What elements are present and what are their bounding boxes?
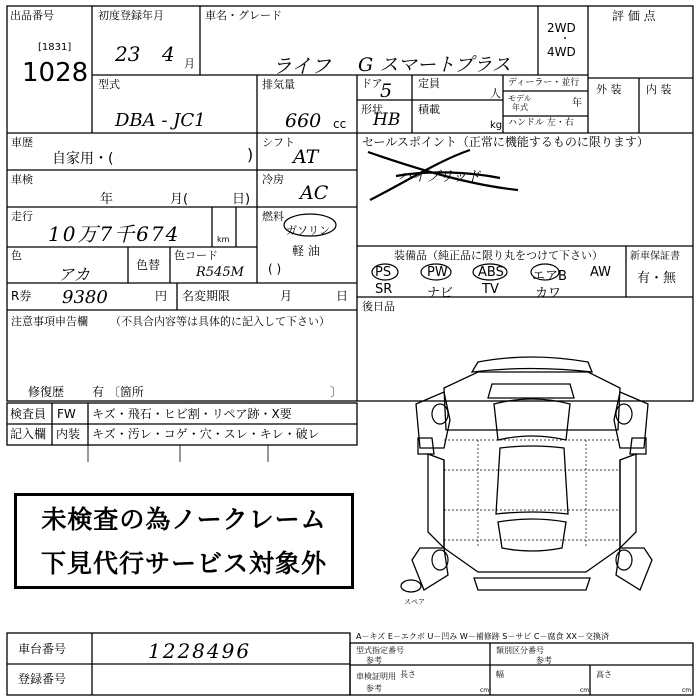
cert-label: 車検証明用 — [356, 672, 396, 681]
equip-pw: PW — [427, 265, 448, 280]
width-label: 幅 — [496, 670, 504, 679]
first-reg-month: 4 — [162, 42, 175, 66]
color-label: 色 — [11, 249, 22, 262]
fuel-gas: ガソリン — [286, 224, 330, 237]
insp-month: 月( — [170, 192, 189, 207]
diagram-dash-grid — [444, 440, 620, 548]
insp-day: 日) — [232, 192, 251, 207]
ref-label: 参考 — [366, 656, 382, 665]
fuel-diesel: 軽 油 — [292, 244, 320, 258]
notes-label: 注意事項申告欄 — [11, 315, 88, 328]
dealer-label: ディーラー・並行 — [508, 78, 580, 88]
car-diagram — [401, 357, 652, 592]
insp-year: 年 — [100, 192, 114, 207]
history-value: 自家用・( — [52, 151, 114, 167]
fuel-label: 燃料 — [262, 210, 284, 223]
later-items-label: 後日品 — [362, 300, 395, 313]
sales-label: セールスポイント（正常に機能するものに限ります） — [362, 135, 649, 149]
disp-label: 排気量 — [262, 78, 295, 91]
lot-label: 出品番号 — [10, 9, 54, 22]
equip-navi: ナビ — [427, 286, 454, 301]
first-reg-label: 初度登録年月 — [98, 9, 164, 22]
model-year-label: モデル — [508, 94, 532, 103]
interior-row-text: キズ・汚レ・コゲ・穴・スレ・キレ・破レ — [92, 427, 320, 441]
ac-label: 冷房 — [262, 173, 284, 186]
shift-label: シフト — [262, 136, 295, 149]
notes-hint: （不具合内容等は具体的に記入して下さい） — [110, 315, 330, 328]
doors-label: ドア — [361, 77, 383, 90]
fixed-spec-label: 型式指定番号 — [356, 646, 404, 655]
color-code-value: R545M — [196, 265, 244, 280]
interior-label: 内 装 — [646, 83, 672, 96]
handle-label: ハンドル 左・右 — [508, 118, 574, 128]
chassis-label: 車台番号 — [18, 642, 67, 656]
car-name: ライフ — [272, 54, 331, 78]
disp-value: 660 — [285, 110, 322, 132]
inspector-label: 検査員 — [10, 407, 47, 421]
sales-scribble: ハイブリッド — [398, 169, 481, 185]
repair-label: 修復歴 — [28, 385, 65, 399]
equip-tv: TV — [482, 282, 499, 297]
grade: G スマートプラス — [358, 54, 511, 76]
color-code-label: 色コード — [174, 249, 218, 262]
damage-legend: A－キズ E－エクボ U－凹み W－補修跡 S－サビ C－腐食 XX－交換済 — [356, 632, 610, 641]
lot-sub: [1831] — [38, 42, 72, 53]
repair-value: 有 〔箇所 — [92, 385, 144, 399]
equipment-circles — [372, 264, 559, 280]
history-close: ) — [247, 145, 254, 164]
equip-airbag: エアB — [532, 269, 567, 284]
drive-dot: ・ — [560, 34, 570, 45]
length-unit: cm — [480, 687, 490, 694]
chassis-value: 1228496 — [148, 639, 252, 663]
warranty-value: 有・無 — [637, 271, 677, 286]
new-warranty-label: 新車保証書 — [630, 251, 680, 262]
rken-label: R券 — [11, 289, 32, 303]
model-year-sub: 年式 — [512, 103, 528, 112]
equip-leather: カワ — [535, 286, 562, 301]
height-label: 高さ — [596, 670, 612, 679]
first-reg-year: 23 — [115, 42, 141, 66]
equip-aw: AW — [590, 265, 612, 280]
capacity-unit: 人 — [490, 87, 501, 100]
doors-value: 5 — [380, 80, 393, 102]
model-label: 型式 — [98, 78, 120, 91]
cert-ref: 参考 — [366, 684, 382, 693]
class-label: 類別区分番号 — [496, 646, 544, 655]
ac-value: AC — [300, 182, 329, 204]
tire-marks — [432, 404, 632, 570]
equip-sr: SR — [375, 282, 393, 297]
yen-unit: 円 — [155, 289, 168, 303]
drive-4wd: 4WD — [547, 45, 576, 59]
width-unit: cm — [580, 687, 590, 694]
mileage-value: 10万7千674 — [48, 222, 181, 246]
banner-line-1: 未検査の為ノークレーム — [41, 505, 327, 534]
load-label: 積載 — [418, 103, 440, 116]
equip-label: 装備品（純正品に限り丸をつけて下さい） — [394, 249, 603, 262]
rken-value: 9380 — [62, 287, 108, 308]
shape-label: 形状 — [361, 103, 383, 116]
drive-2wd: 2WD — [547, 21, 576, 35]
color-value: アカ — [58, 265, 90, 284]
model-value: DBA - JC1 — [115, 110, 206, 131]
shape-value: HB — [373, 110, 401, 130]
load-unit: kg — [490, 120, 503, 131]
disp-unit: cc — [333, 117, 347, 131]
rating-label: 評 価 点 — [612, 9, 656, 23]
length-label: 長さ — [400, 670, 416, 679]
history-label: 車歴 — [11, 136, 33, 149]
fw-text: キズ・飛石・ヒビ割・リペア跡・X要 — [92, 407, 292, 421]
equip-abs: ABS — [478, 265, 504, 280]
fw-label: FW — [57, 407, 76, 421]
km-unit: km — [217, 235, 230, 244]
year-unit: 年 — [572, 98, 582, 109]
exterior-label: 外 装 — [596, 83, 622, 96]
record-label: 記入欄 — [10, 427, 47, 441]
nc-month: 月 — [280, 289, 293, 303]
cross-out-mark — [368, 150, 518, 200]
fuel-circle — [284, 214, 336, 236]
spare-label: スペア — [404, 598, 425, 606]
fuel-paren: ( ) — [268, 262, 282, 276]
banner-line-2: 下見代行サービス対象外 — [40, 549, 327, 578]
interior-row-label: 内装 — [56, 427, 81, 441]
lot-number: 1028 — [22, 58, 89, 88]
equip-ps: PS — [375, 265, 392, 280]
mileage-label: 走行 — [11, 210, 33, 223]
repair-close: 〕 — [330, 385, 343, 399]
name-label: 車名・グレード — [205, 9, 282, 22]
color-change-label: 色替 — [136, 258, 161, 272]
capacity-label: 定員 — [418, 77, 440, 90]
nc-day: 日 — [336, 289, 349, 303]
month-unit: 月 — [184, 57, 195, 70]
shift-value: AT — [293, 146, 319, 168]
inspection-label: 車検 — [11, 173, 33, 186]
ref2-label: 参考 — [536, 656, 552, 665]
reg-label: 登録番号 — [18, 672, 67, 686]
height-unit: cm — [682, 687, 692, 694]
name-change-label: 名変期限 — [182, 289, 231, 303]
